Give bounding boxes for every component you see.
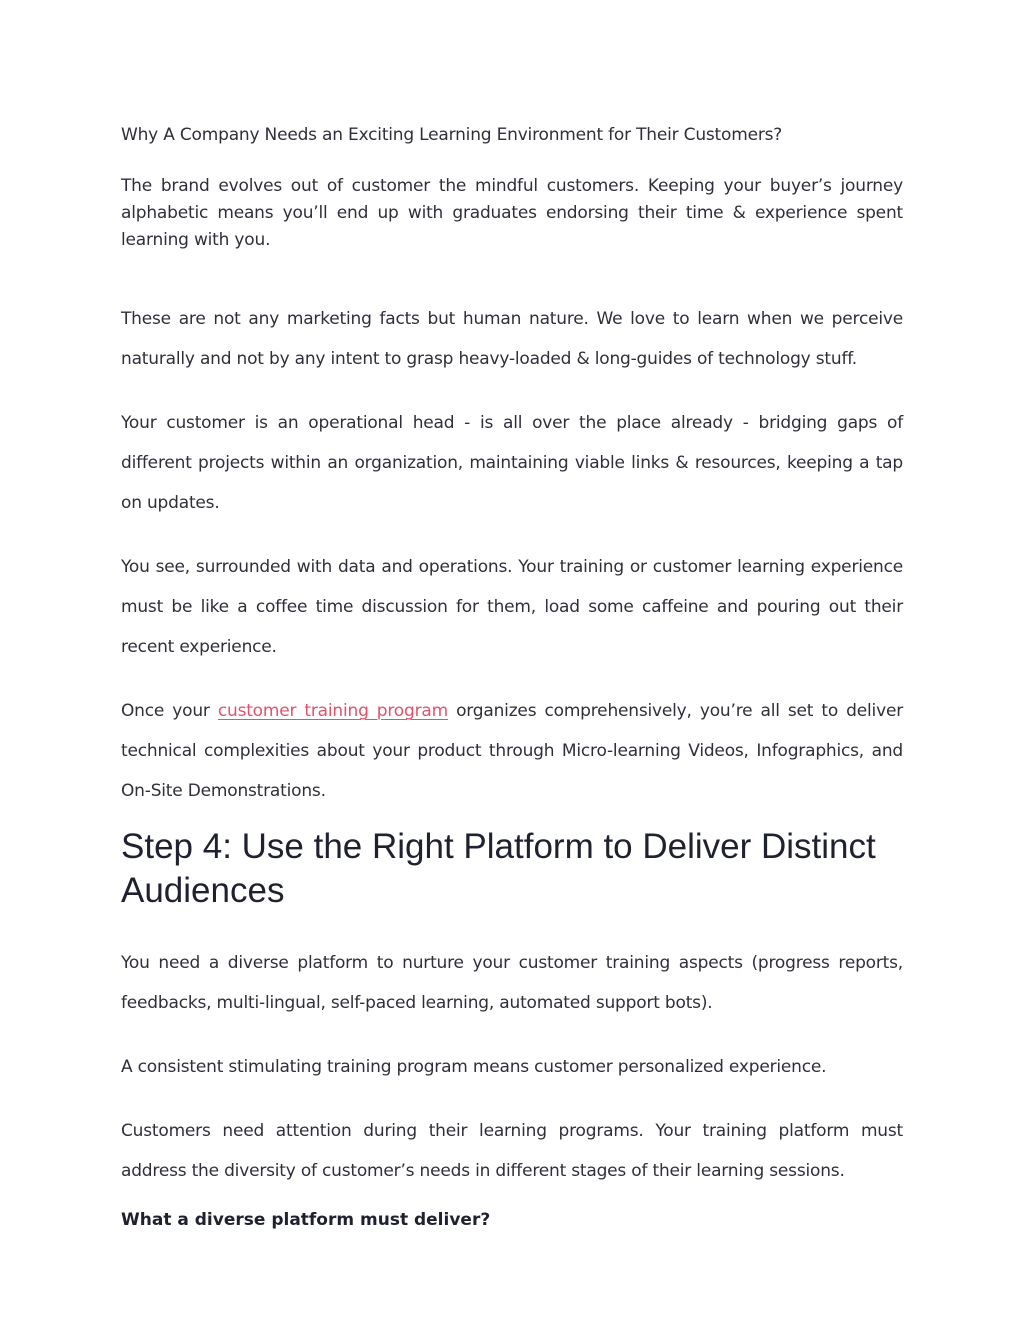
diverse-platform-question: What a diverse platform must deliver? xyxy=(121,1210,491,1230)
paragraph-attention: Customers need attention during their learning programs. Your training platform must address the diversity of customer’s needs in different stages of their learning sessions. xyxy=(121,1121,903,1181)
paragraph-brand: The brand evolves out of customer the mindful customers. Keeping your buyer’s journey alphabetic means you’ll end up with graduates endorsing their time & experience spent learning with you. xyxy=(121,176,903,250)
intro-question: Why A Company Needs an Exciting Learning Environment for Their Customers? xyxy=(121,125,783,145)
paragraph-coffee: You see, surrounded with data and operations. Your training or customer learning experience must be like a coffee time discussion for them, load some caffeine and pouring out their recent experience. xyxy=(121,557,903,657)
customer-training-program-link[interactable]: customer training program xyxy=(217,701,448,721)
paragraph-operational: Your customer is an operational head - is all over the place already - bridging gaps of different projects within an organization, maintaining viable links & resources, keeping a tap on updates. xyxy=(121,413,903,513)
document-page xyxy=(121,122,903,1234)
paragraph-facts: These are not any marketing facts but human nature. We love to learn when we perceive naturally and not by any intent to grasp heavy-loaded & long-guides of technology stuff. xyxy=(121,309,903,369)
paragraph-once xyxy=(121,691,903,811)
step-4-heading: Step 4: Use the Right Platform to Deliver Distinct Audiences xyxy=(121,827,876,910)
paragraph-once-prefix: Once your xyxy=(121,701,218,721)
paragraph-diverse: You need a diverse platform to nurture your customer training aspects (progress reports, feedbacks, multi-lingual, self-paced learning, automated support bots). xyxy=(121,953,903,1013)
paragraph-consistent: A consistent stimulating training program means customer personalized experience. xyxy=(121,1057,827,1077)
paragraph-once-suffix: organizes comprehensively, you’re all set to deliver technical complexities about your product through Micro-learning Videos, Infographics, and On-Site Demonstrations. xyxy=(121,701,903,801)
